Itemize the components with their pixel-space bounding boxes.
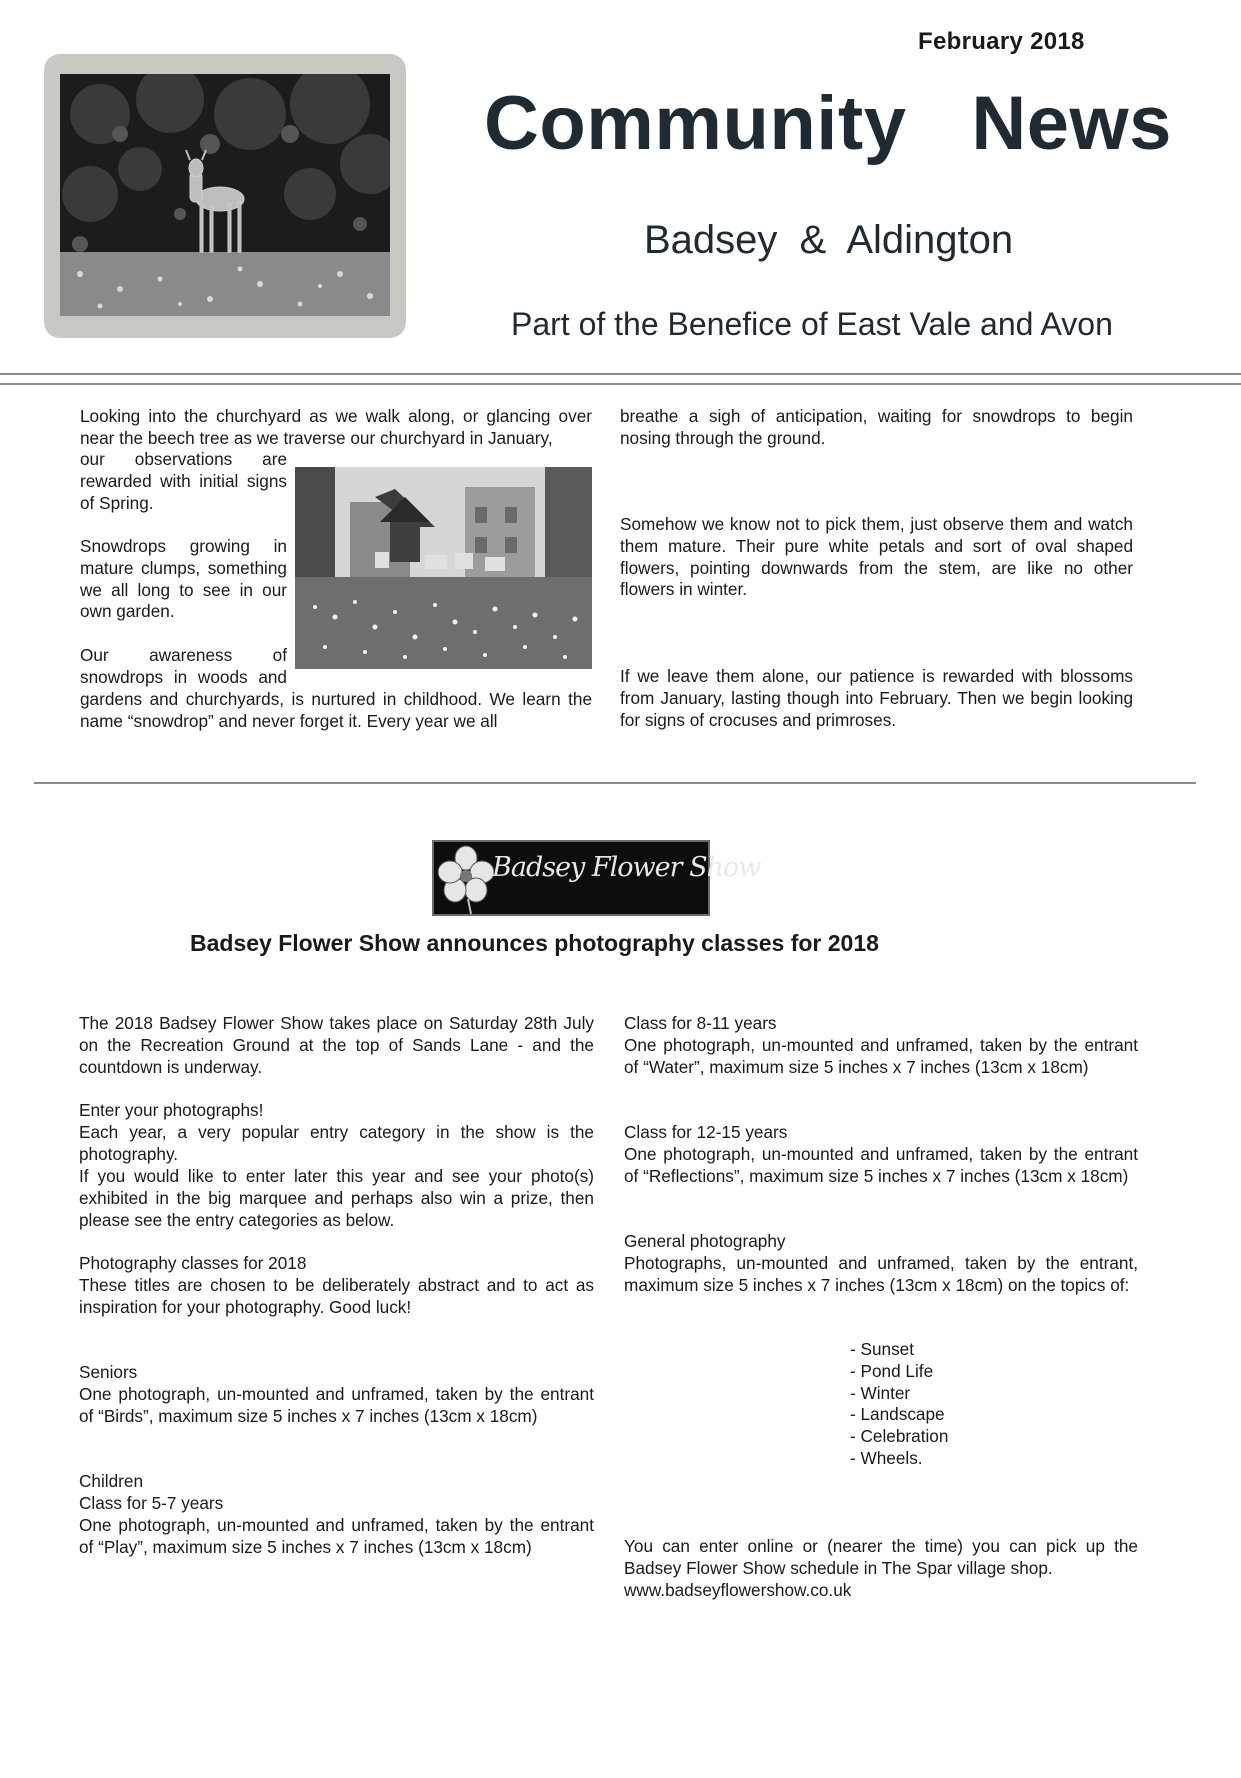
children-title: Children bbox=[79, 1471, 144, 1491]
flower-icon bbox=[438, 844, 494, 914]
enter-title: Enter your photographs! bbox=[79, 1100, 264, 1120]
topic-item: - Landscape bbox=[850, 1404, 945, 1425]
class-8-11-title: Class for 8-11 years bbox=[624, 1013, 777, 1033]
children-class: Class for 5-7 years bbox=[79, 1493, 224, 1513]
page-title: Community News bbox=[484, 81, 1172, 166]
snowdrops-para-5: gardens and churchyards, is nurtured in childhood. We learn the name “snowdrop” and never forget it. Every year we all bbox=[80, 689, 592, 731]
snowdrops-para-3: Snowdrops growing in mature clumps, something we all long to see in our own garden. bbox=[80, 536, 287, 622]
snowdrops-para-7: Somehow we know not to pick them, just observe them and watch them mature. Their pure white petals and sort of oval shaped flowers, pointing downwards from the stem, are like no other flowers in winter. bbox=[620, 514, 1133, 600]
header-divider-bottom bbox=[0, 383, 1241, 385]
article-divider bbox=[34, 782, 1196, 784]
show-intro: The 2018 Badsey Flower Show takes place on Saturday 28th July on the Recreation Ground at the top of Sands Lane - and the countdown is underway. bbox=[79, 1013, 594, 1077]
snowdrops-para-1: Looking into the churchyard as we walk along, or glancing over near the beech tree as we traverse our churchyard in January, bbox=[80, 406, 592, 448]
header-divider-top bbox=[0, 373, 1241, 375]
enter-paragraph-1: Each year, a very popular entry category in the show is the photography. bbox=[79, 1122, 594, 1164]
seniors-title: Seniors bbox=[79, 1362, 138, 1382]
deer-photo bbox=[60, 74, 390, 316]
class-12-15-text: One photograph, un-mounted and unframed, taken by the entrant of “Reflections”, maximum size 5 inches x 7 inches (13cm x 18cm) bbox=[624, 1144, 1138, 1186]
flower-show-logo bbox=[432, 840, 761, 916]
benefice-line: Part of the Benefice of East Vale and Avon bbox=[511, 306, 1113, 342]
classes-text: These titles are chosen to be deliberately abstract and to act as inspiration for your photography. Good luck! bbox=[79, 1275, 594, 1317]
snowdrops-para-4: Our awareness of snowdrops in woods and bbox=[80, 645, 287, 687]
topic-item: - Pond Life bbox=[850, 1360, 934, 1381]
issue-date: February 2018 bbox=[918, 28, 1085, 55]
children-text: One photograph, un-mounted and unframed, taken by the entrant of “Play”, maximum size 5 inches x 7 inches (13cm x 18cm) bbox=[79, 1515, 594, 1557]
topic-item: - Sunset bbox=[850, 1339, 915, 1359]
general-title: General photography bbox=[624, 1231, 786, 1251]
snowdrops-para-6: breathe a sigh of anticipation, waiting for snowdrops to begin nosing through the ground. bbox=[620, 406, 1133, 448]
topic-item: - Wheels. bbox=[850, 1447, 923, 1468]
closing-text: You can enter online or (nearer the time) you can pick up the Badsey Flower Show schedule in The Spar village shop. bbox=[624, 1536, 1138, 1578]
general-text: Photographs, un-mounted and unframed, taken by the entrant, maximum size 5 inches x 7 inches (13cm x 18cm) on the topics of: bbox=[624, 1253, 1138, 1295]
parish-subtitle: Badsey & Aldington bbox=[644, 218, 1014, 262]
topics-list bbox=[850, 1339, 948, 1470]
churchyard-snowdrops-photo bbox=[295, 467, 592, 669]
class-8-11-text: One photograph, un-mounted and unframed, taken by the entrant of “Water”, maximum size 5 inches x 7 inches (13cm x 18cm) bbox=[624, 1035, 1138, 1077]
seniors-text: One photograph, un-mounted and unframed, taken by the entrant of “Birds”, maximum size 5 inches x 7 inches (13cm x 18cm) bbox=[79, 1384, 594, 1426]
flower-show-logo-text: Badsey Flower Show bbox=[492, 852, 761, 883]
deer-photo-frame bbox=[44, 54, 406, 338]
snowdrops-para-2: our observations are rewarded with initial signs of Spring. bbox=[80, 449, 287, 513]
topic-item: - Winter bbox=[850, 1382, 911, 1403]
flower-show-heading: Badsey Flower Show announces photography classes for 2018 bbox=[190, 930, 879, 956]
enter-paragraph-2: If you would like to enter later this year and see your photo(s) exhibited in the big marquee and perhaps also win a prize, then please see the entry categories as below. bbox=[79, 1166, 594, 1230]
topic-item: - Celebration bbox=[850, 1426, 949, 1447]
classes-title: Photography classes for 2018 bbox=[79, 1253, 307, 1273]
class-12-15-title: Class for 12-15 years bbox=[624, 1122, 788, 1142]
website-link[interactable]: www.badseyflowershow.co.uk bbox=[624, 1580, 852, 1600]
snowdrops-para-8: If we leave them alone, our patience is rewarded with blossoms from January, lasting though into February. Then we begin looking for signs of crocuses and primroses. bbox=[620, 666, 1133, 730]
